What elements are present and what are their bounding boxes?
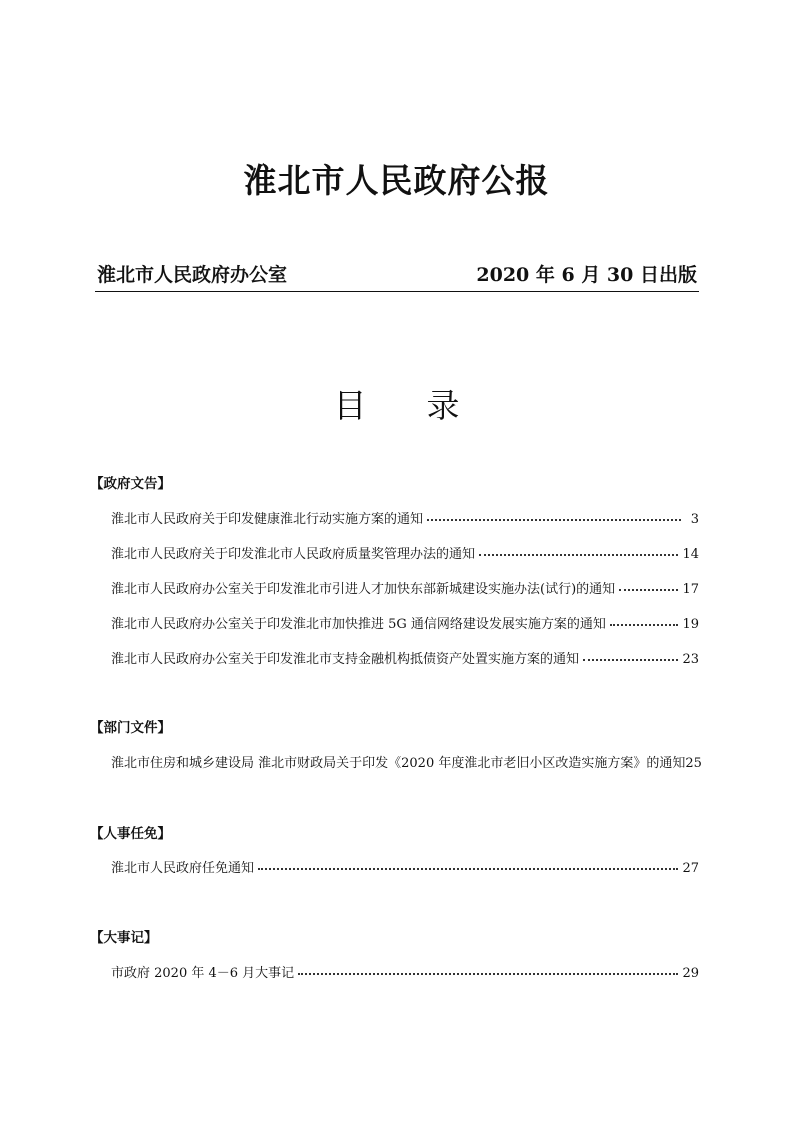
- section-heading: 【部门文件】: [90, 720, 171, 736]
- section-heading: 【政府文告】: [90, 476, 171, 492]
- dot-leader: [583, 659, 678, 661]
- toc-entry[interactable]: [111, 578, 699, 597]
- header-divider: [95, 291, 699, 292]
- toc-entry[interactable]: [111, 962, 699, 981]
- entry-page: 25: [685, 756, 702, 771]
- entry-page: 19: [682, 617, 699, 632]
- entry-page: 14: [682, 547, 699, 562]
- dot-leader: [610, 624, 679, 626]
- entry-title: 淮北市人民政府办公室关于印发淮北市引进人才加快东部新城建设实施办法(试行)的通知: [111, 582, 616, 597]
- entry-title: 淮北市人民政府办公室关于印发淮北市加快推进 5G 通信网络建设发展实施方案的通知: [111, 617, 606, 632]
- entry-page: 17: [682, 582, 699, 597]
- toc-entry[interactable]: [111, 543, 699, 562]
- publisher: 淮北市人民政府办公室: [97, 264, 288, 286]
- dot-leader: [479, 554, 678, 556]
- masthead: [97, 260, 697, 287]
- publish-date: 2020 年 6 月 30 日出版: [476, 264, 697, 286]
- entry-title: 淮北市人民政府关于印发健康淮北行动实施方案的通知: [111, 512, 424, 527]
- toc-heading: 目录: [333, 386, 520, 425]
- toc-entry[interactable]: [111, 613, 699, 632]
- entry-title: 市政府 2020 年 4－6 月大事记: [111, 966, 295, 981]
- toc-entry[interactable]: [111, 857, 699, 876]
- toc-entry[interactable]: [111, 508, 699, 527]
- dot-leader: [619, 589, 678, 591]
- dot-leader: [427, 519, 681, 521]
- section-heading: 【大事记】: [90, 930, 158, 946]
- dot-leader: [258, 868, 678, 870]
- entry-title: 淮北市人民政府任免通知: [111, 861, 255, 876]
- entry-page: 27: [682, 861, 699, 876]
- entry-page: 23: [682, 652, 699, 667]
- section-heading: 【人事任免】: [90, 826, 171, 842]
- toc-entry[interactable]: [111, 648, 699, 667]
- entry-page: 3: [690, 512, 699, 527]
- entry-page: 29: [682, 966, 699, 981]
- entry-title: 淮北市住房和城乡建设局 淮北市财政局关于印发《2020 年度淮北市老旧小区改造实施方案》的通知: [111, 756, 686, 771]
- entry-title: 淮北市人民政府关于印发淮北市人民政府质量奖管理办法的通知: [111, 547, 476, 562]
- bulletin-title: 淮北市人民政府公报: [243, 161, 550, 200]
- toc-entry[interactable]: [111, 752, 702, 771]
- dot-leader: [298, 973, 678, 975]
- entry-title: 淮北市人民政府办公室关于印发淮北市支持金融机构抵债资产处置实施方案的通知: [111, 652, 580, 667]
